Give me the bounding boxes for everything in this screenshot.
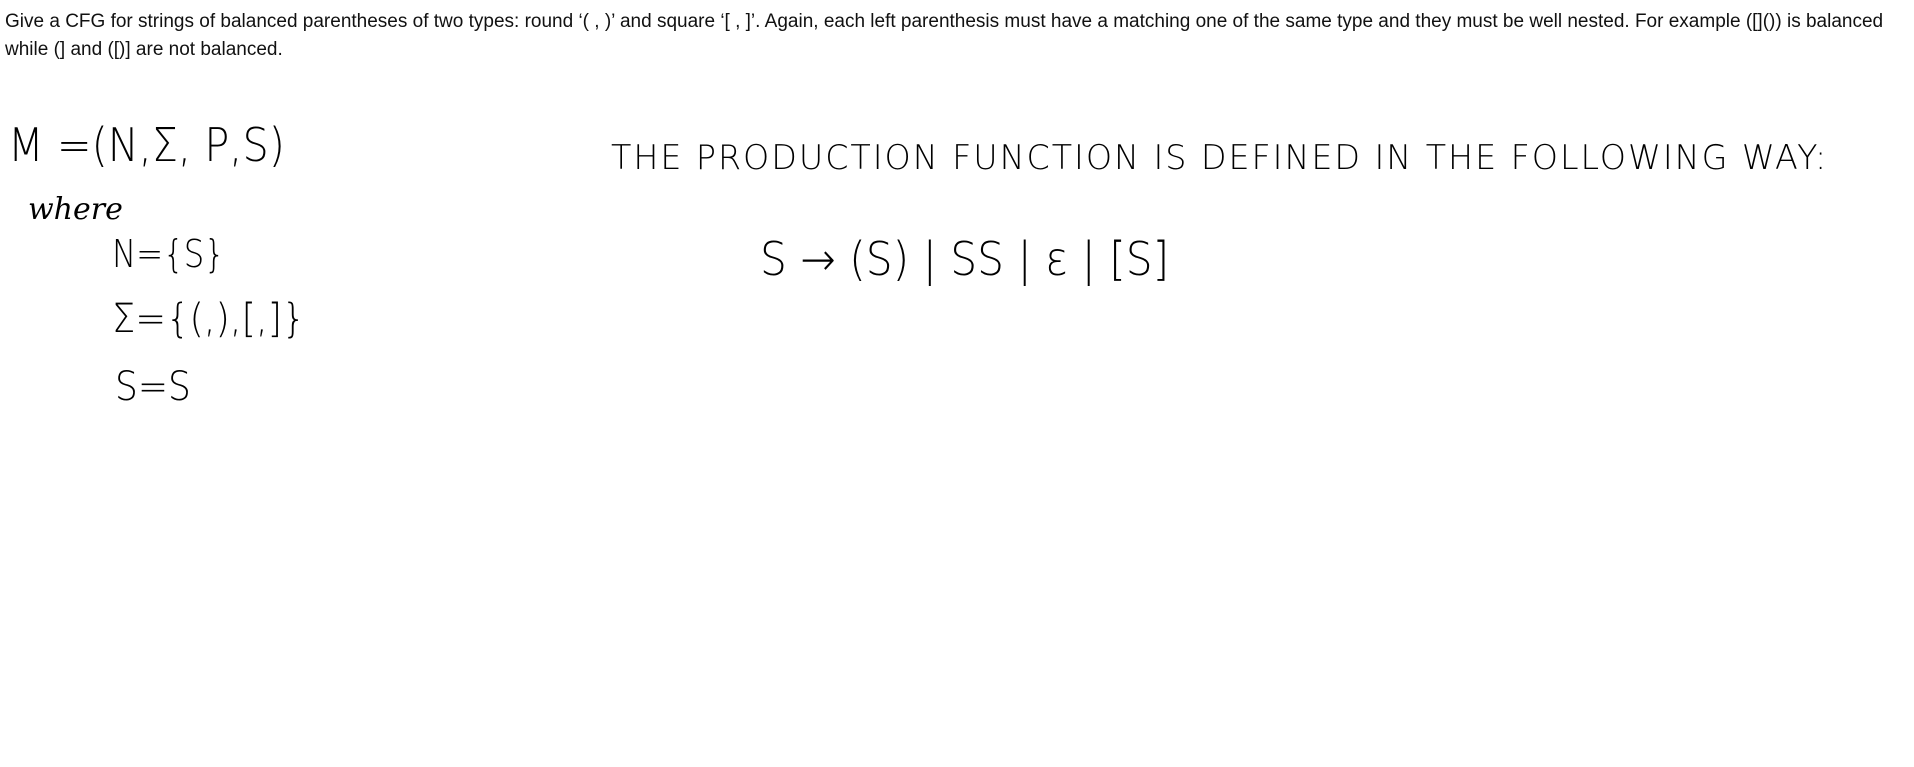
where-label: where bbox=[28, 192, 123, 227]
alphabet-definition: Σ={(,),[,]} bbox=[112, 296, 306, 342]
start-symbol-definition: S=S bbox=[115, 364, 191, 410]
production-heading: THE PRODUCTION FUNCTION IS DEFINED IN THE FOLLOWING WAY: bbox=[611, 138, 1829, 178]
nonterminals-definition: N={S} bbox=[112, 232, 225, 276]
grammar-tuple: M =(N,Σ, P,S) bbox=[8, 118, 285, 172]
question-text: Give a CFG for strings of balanced parentheses of two types: round ‘( , )’ and square ‘[ , ]’. Again, each left parenthesis must have a matching one of the same type and they must be well nested. For example ([]()) is balanced while (] and ([)] are not balanced. bbox=[5, 11, 1884, 60]
production-rules: S → (S) | SS | ε | [S] bbox=[760, 232, 1170, 286]
